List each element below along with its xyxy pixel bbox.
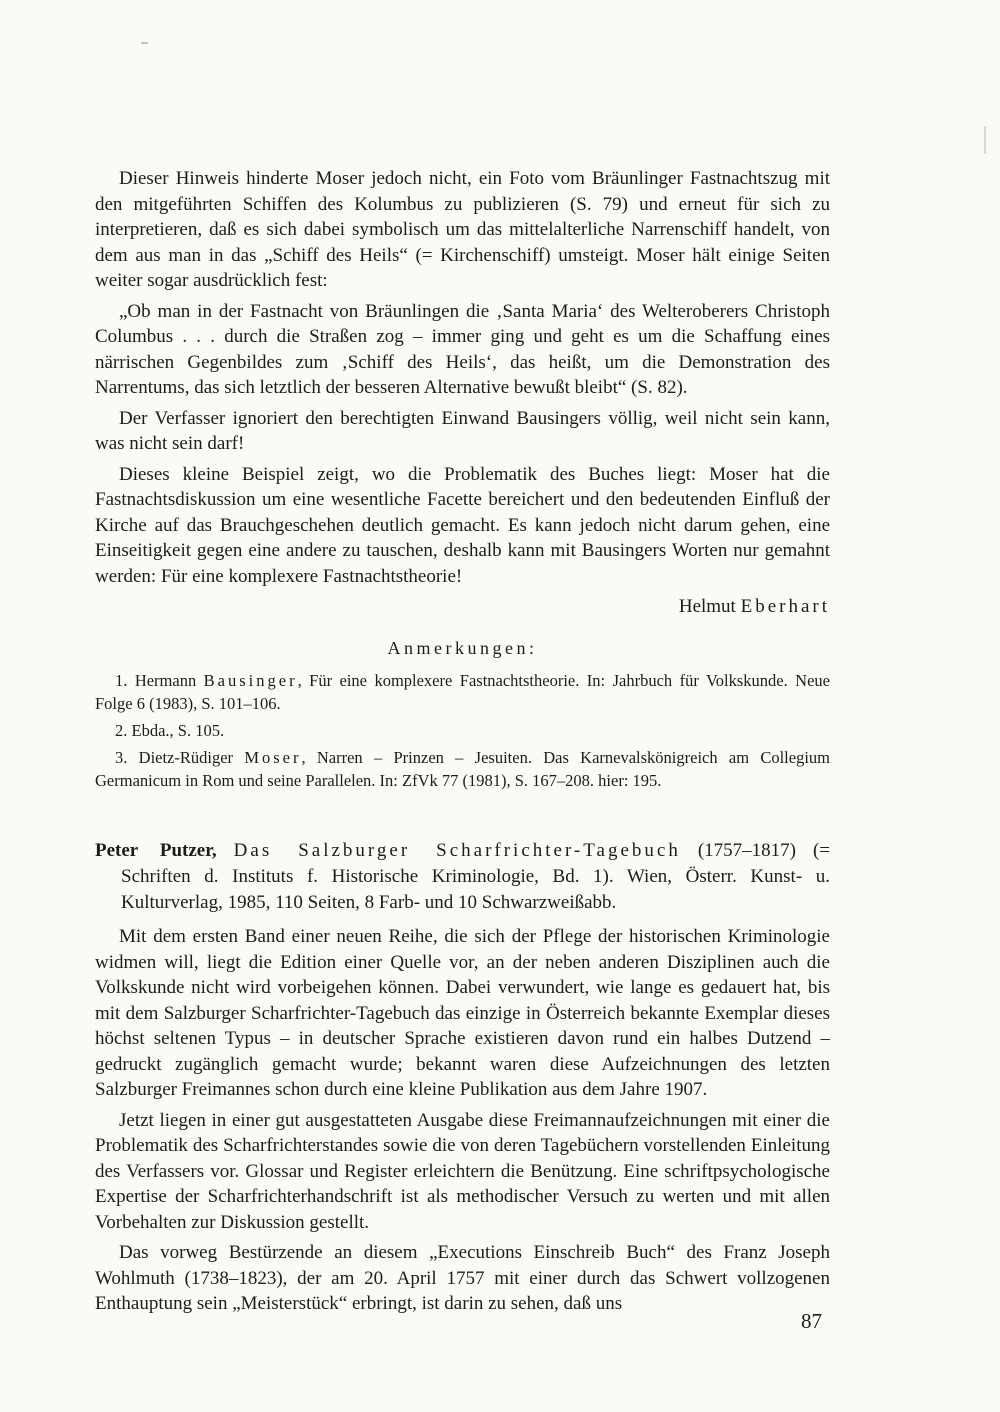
footnote-text: , Für eine komplexere Fastnachtstheorie. In: Jahrbuch für Volkskunde. Neue Folge 6 (1983), S. 101–106. — [95, 671, 830, 713]
reviewed-book-years: (1757–1817) — [697, 840, 796, 861]
footnote-text: 1. Hermann — [115, 671, 204, 690]
reviewed-book-title: Das Salzburger Scharfrichter-Tagebuch — [233, 840, 681, 861]
footnote-author-spaced: Bausinger — [203, 671, 298, 690]
footnote-text: 2. Ebda., S. 105. — [115, 721, 225, 740]
scan-artifact-edge-mark — [984, 126, 986, 154]
footnotes-heading: Anmerkungen: — [387, 638, 538, 658]
quotation-paragraph: „Ob man in der Fastnacht von Bräunlingen die ‚Santa Maria‘ des Welteroberers Christoph Columbus . . . durch die Straßen zog – immer ging und geht es um die Schaffung eines närrischen Gegenbildes zum ‚Schiff des Heils‘, das heißt, um die Demonstration des Narrentums, das sich letztlich der besseren Alternative bewußt bleibt“ (S. 82). — [95, 300, 830, 398]
footnote-3 — [95, 746, 830, 792]
footnotes-block — [95, 669, 830, 792]
reviewer-signature — [95, 594, 830, 619]
reviewer-last-name: Eberhart — [740, 596, 830, 617]
reviewed-book-imprint: (= Schriften d. Instituts f. Historische Kriminologie, Bd. 1). Wien, Österr. Kunst- u. Kulturverlag, 1985, 110 Seiten, 8 Farb- und 10 Schwarzweißabb. — [121, 840, 831, 913]
page-number: 87 — [801, 1309, 822, 1333]
footnote-text: , Narren – Prinzen – Jesuiten. Das Karnevalskönigreich am Collegium Germanicum in Rom und seine Parallelen. In: ZfVk 77 (1981), S. 167–208. hier: 195. — [95, 748, 830, 790]
text-column — [95, 166, 830, 1322]
footnote-text: 3. Dietz-Rüdiger — [115, 748, 245, 767]
paragraph: Das vorweg Bestürzende an diesem „Executions Einschreib Buch“ des Franz Joseph Wohlmuth (1738–1823), der am 20. April 1757 mit einer durch das Schwert vollzogenen Enthauptung sein „Meisterstück“ erbringt, ist darin zu sehen, daß uns — [95, 1242, 830, 1314]
scan-artifact-dash — [141, 42, 148, 44]
footnote-author-spaced: Moser — [244, 748, 302, 767]
footnote-1 — [95, 669, 830, 715]
paragraph: Dieser Hinweis hinderte Moser jedoch nicht, ein Foto vom Bräunlinger Fastnachtszug mit den mitgeführten Schiffen des Kolumbus zu publizieren (S. 79) und erneut für sich zu interpretieren, daß es sich dabei symbolisch um das mittelalterliche Narrenschiff handelt, von dem aus man in das „Schiff des Heils“ (= Kirchenschiff) umsteigt. Moser hält einige Seiten weiter sogar ausdrücklich fest: — [95, 168, 830, 291]
paragraph: Mit dem ersten Band einer neuen Reihe, die sich der Pflege der historischen Kriminologie widmen will, liegt die Edition einer Quelle vor, an der neben anderen Disziplinen auch die Volkskunde nicht wird vorbeigehen können. Dabei verwundert, wie lange es gedauert hat, bis mit dem Salzburger Scharfrichter-Tagebuch das einzige in Österreich bekannte Exemplar dieses höchst seltenen Typus – in deutscher Sprache existieren davon rund ein halbes Dutzend – gedruckt zugänglich gemacht wurde; bekannt waren diese Aufzeichnungen des letzten Salzburger Freimannes schon durch eine kleine Publikation aus dem Jahre 1907. — [95, 926, 830, 1100]
book-review-ending — [95, 166, 830, 792]
footnote-2 — [95, 719, 830, 742]
paragraph: Jetzt liegen in einer gut ausgestatteten Ausgabe diese Freimannaufzeichnungen mit einer die Problematik des Scharfrichterstandes sowie die von deren Tagebüchern vorstellenden Einleitung des Verfassers vor. Glossar und Register erleichtern die Benützung. Eine schriftpsychologische Expertise der Scharfrichterhandschrift ist als methodischer Versuch zu werten und mit allen Vorbehalten zur Diskussion gestellt. — [95, 1109, 830, 1233]
paragraph: Der Verfasser ignoriert den berechtigten Einwand Bausingers völlig, weil nicht sein kann, was nicht sein darf! — [95, 407, 830, 454]
review-citation — [95, 838, 830, 916]
book-review-putzer — [95, 838, 830, 1317]
reviewer-first-name: Helmut — [678, 596, 741, 617]
paragraph: Dieses kleine Beispiel zeigt, wo die Problematik des Buches liegt: Moser hat die Fastnachtsdiskussion um eine wesentliche Facette bereichert und den bedeutenden Einfluß der Kirche auf das Brauchgeschehen deutlich gemacht. Es kann jedoch nicht darum gehen, eine Einseitigkeit gegen eine andere zu tauschen, deshalb kann mit Bausingers Worten nur gemahnt werden: Für eine komplexere Fastnachtstheorie! — [95, 463, 830, 587]
review-author: Peter Putzer, — [95, 840, 217, 861]
